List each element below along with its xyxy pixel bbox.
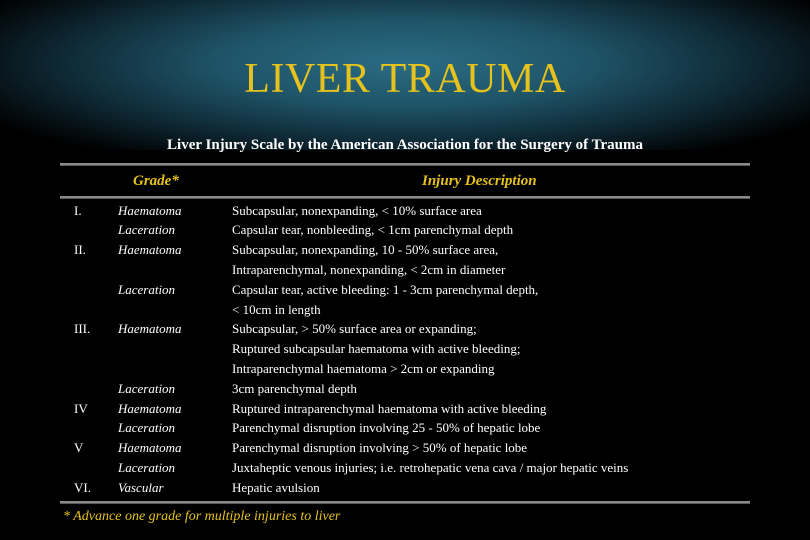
grade-label: V — [74, 440, 84, 455]
injury-description: Intraparenchymal haematoma > 2cm or expanding — [232, 361, 495, 376]
injury-type: Vascular — [118, 480, 164, 495]
grade-label: VI. — [74, 480, 91, 495]
grade-label: I. — [74, 203, 82, 218]
injury-description: Capsular tear, nonbleeding, < 1cm parenchymal depth — [232, 222, 514, 237]
injury-description: Parenchymal disruption involving > 50% of hepatic lobe — [232, 440, 528, 455]
grade-label: III. — [74, 321, 91, 336]
injury-type: Laceration — [118, 381, 176, 396]
injury-type: Laceration — [118, 282, 176, 297]
table-top-rule — [60, 163, 750, 166]
injury-description: 3cm parenchymal depth — [232, 381, 357, 396]
injury-description: Intraparenchymal, nonexpanding, < 2cm in diameter — [232, 262, 506, 277]
injury-type: Haematoma — [118, 242, 182, 257]
injury-description: Subcapsular, > 50% surface area or expanding; — [232, 321, 477, 336]
injury-type: Laceration — [118, 420, 176, 435]
injury-description: Subcapsular, nonexpanding, < 10% surface area — [232, 203, 482, 218]
table-header-rule — [60, 196, 750, 199]
description-header: Injury Description — [422, 173, 537, 189]
injury-description: Subcapsular, nonexpanding, 10 - 50% surface area, — [232, 242, 499, 257]
grade-header: Grade* — [133, 173, 179, 189]
grade-label: II. — [74, 242, 86, 257]
slide-subtitle: Liver Injury Scale by the American Association for the Surgery of Trauma — [167, 137, 643, 153]
injury-description: Hepatic avulsion — [232, 480, 320, 495]
injury-type: Haematoma — [118, 401, 182, 416]
injury-description: < 10cm in length — [232, 302, 321, 317]
slide-title: LIVER TRAUMA — [244, 56, 566, 102]
table-bottom-rule — [60, 501, 750, 504]
injury-type: Haematoma — [118, 440, 182, 455]
injury-description: Juxtaheptic venous injuries; i.e. retrohepatic vena cava / major hepatic veins — [232, 460, 629, 475]
grade-label: IV — [74, 401, 88, 416]
injury-description: Capsular tear, active bleeding: 1 - 3cm parenchymal depth, — [232, 282, 539, 297]
injury-type: Haematoma — [118, 321, 182, 336]
injury-description: Ruptured subcapsular haematoma with active bleeding; — [232, 341, 521, 356]
injury-type: Haematoma — [118, 203, 182, 218]
footnote: * Advance one grade for multiple injuries to liver — [63, 509, 341, 524]
injury-description: Parenchymal disruption involving 25 - 50% of hepatic lobe — [232, 420, 541, 435]
injury-description: Ruptured intraparenchymal haematoma with active bleeding — [232, 401, 547, 416]
injury-type: Laceration — [118, 460, 176, 475]
injury-type: Laceration — [118, 222, 176, 237]
